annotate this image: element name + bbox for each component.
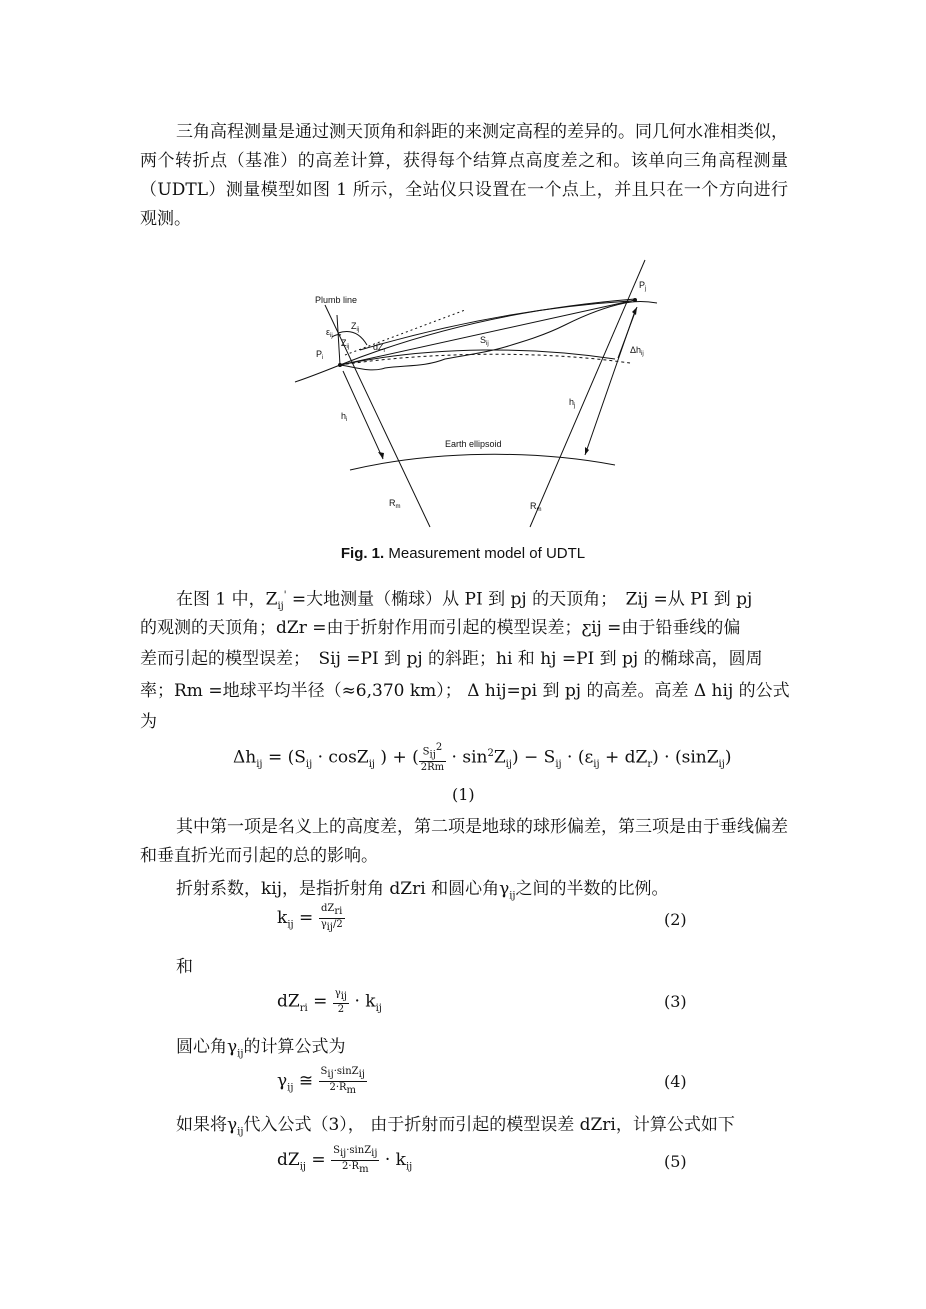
defs-line-3: 差而引起的模型误差； Sij =PI 到 pj 的斜距；hi 和 hj =PI 到 pj 的椭球高，圆周 <box>140 649 763 669</box>
label-sij: $S_{ij}$ <box>480 335 489 347</box>
udtl-measurement-figure <box>285 255 665 530</box>
equation-5-number: (5) <box>664 1152 687 1171</box>
text-substitute: 如果将$\gamma_{ij}$代入公式（3）， 由于折射而引起的模型误差 dZri，计算公式如下 <box>176 1115 735 1138</box>
text-and: 和 <box>176 957 193 977</box>
terrain-profile <box>295 302 657 383</box>
label-hj: $h_j$ <box>569 397 576 409</box>
equation-1: $\Delta h_{ij} = (S_{ij} \cdot \cos Z_{ij}$ ) + ( $\frac{S_{ij}^2}{2Rm}$ · $\sin^2Z_{ij}) - S_{ij} \cdot (\varepsilon_{ij} + dZ_r) \cdot (\sin Z_{ij})$ <box>233 742 732 774</box>
defs-line-4: 率；Rm =地球平均半径（≈6,370 km）； Δ hij=pi 到 pj 的高差。高差 Δ hij 的公式 <box>140 681 790 701</box>
point-pj <box>633 298 637 302</box>
defs-line-1: 在图 1 中，$Z_{ij}'$ =大地测量（椭球）从 PI 到 pj 的天顶角； Zij =从 PI 到 pj <box>176 589 753 613</box>
equation-4-number: (4) <box>664 1072 687 1091</box>
label-rm-right: $R_m$ <box>530 501 542 513</box>
equation-3-number: (3) <box>664 992 687 1011</box>
paragraph-refraction: 折射系数，kij，是指折射角 dZri 和圆心角$\gamma_{ij}$之间的半数的比例。 <box>176 879 669 902</box>
hi-arrow-head <box>378 452 384 459</box>
equation-3: $dZ_{ri}$ = $\frac{\gamma_{ij}}{2}$ · $k_{ij}$ <box>277 988 382 1015</box>
refraction-curve <box>360 301 630 350</box>
label-zij-prime: $Z_{ij}$ <box>341 338 350 350</box>
label-pi: $P_i$ <box>316 349 324 361</box>
label-hi: $h_i$ <box>341 411 348 423</box>
label-plumb-line: Plumb line <box>315 295 358 305</box>
plumb-line <box>337 315 340 365</box>
intro-paragraph: 三角高程测量是通过测天顶角和斜距的来测定高程的差异的。同几何水准相类似， 两个转折点（基准）的高差计算，获得每个结算点高度差之和。该单向三角高程测量（UDTL）测量模型如图 1 所示，全站仪只设置在一个点上，并且只在一个方向进行观测。 <box>140 122 788 229</box>
paragraph-terms: 其中第一项是名义上的高度差，第二项是地球的球形偏差，第三项是由于垂线偏差和垂直折光而引起的总的影响。 <box>140 817 788 866</box>
equation-5: $dZ_{ij}$ = $\frac{S_{ij}\cdot\sin Z_{ij}}{2\cdot R_m}$ · $k_{ij}$ <box>277 1145 413 1175</box>
equation-4: $\gamma_{ij}$ ≅ $\frac{S_{ij}\cdot\sin Z_{ij}}{2\cdot R_m}$ <box>277 1066 365 1096</box>
tangent-line <box>345 310 465 355</box>
label-epsilon: $\varepsilon_{ij}$ <box>326 327 333 339</box>
figure-caption: Fig. 1. Measurement model of UDTL <box>340 545 586 562</box>
equation-1-number: (1) <box>452 785 475 804</box>
label-pj: $P_j$ <box>639 280 647 292</box>
ellipsoid-normal-j <box>530 260 645 527</box>
label-zij: $Z_{ij}$ <box>351 321 360 333</box>
point-pi <box>338 363 342 367</box>
label-rm-left: $R_m$ <box>389 498 401 510</box>
dh-arrow-head <box>632 307 637 315</box>
equation-2: $k_{ij}$ = $\frac{dZ_{ri}}{\gamma_{ij}/2}$ <box>277 903 343 933</box>
text-central-angle: 圆心角$\gamma_{ij}$的计算公式为 <box>176 1037 346 1060</box>
label-dhij: $\Delta h_{ij}$ <box>630 345 644 357</box>
defs-line-5: 为 <box>140 712 157 732</box>
label-earth-ellipsoid: Earth ellipsoid <box>445 439 502 449</box>
defs-line-2: 的观测的天顶角；dZr =由于折射作用而引起的模型误差；ƹij =由于铅垂线的偏 <box>140 618 741 638</box>
label-dzr: $dZ_r$ <box>373 342 386 354</box>
equation-2-number: (2) <box>664 910 687 929</box>
earth-ellipsoid-arc <box>350 454 615 470</box>
